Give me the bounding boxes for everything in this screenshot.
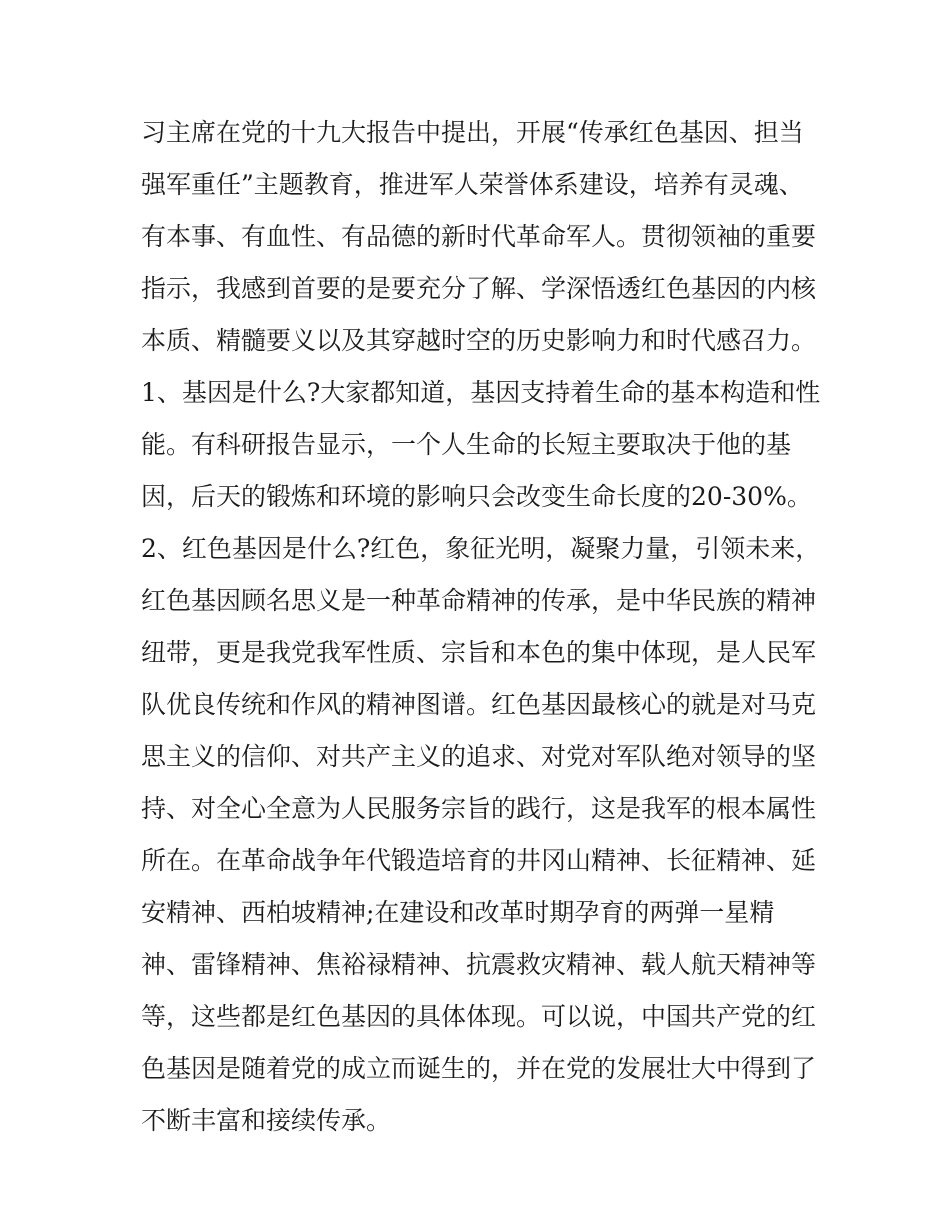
text-line: 本质、精髓要义以及其穿越时空的历史影响力和时代感召力。 xyxy=(141,326,817,355)
text-line: 安精神、西柏坡精神;在建设和改革时期孕育的两弹一星精 xyxy=(141,898,775,927)
text-line: 因，后天的锻炼和环境的影响只会改变生命长度的20-30%。 xyxy=(141,482,812,511)
text-line: 有本事、有血性、有品德的新时代革命军人。贯彻领袖的重要 xyxy=(141,222,817,251)
body-text xyxy=(141,110,831,1150)
text-line: 强军重任”主题教育，推进军人荣誉体系建设，培养有灵魂、 xyxy=(141,170,804,199)
text-line: 纽带，更是我党我军性质、宗旨和本色的集中体现，是人民军 xyxy=(141,638,817,667)
text-line: 神、雷锋精神、焦裕禄精神、抗震救灾精神、载人航天精神等 xyxy=(141,950,817,979)
text-line: 指示，我感到首要的是要充分了解、学深悟透红色基因的内核 xyxy=(141,274,817,303)
text-line: 不断丰富和接续传承。 xyxy=(141,1106,392,1135)
text-line: 2、红色基因是什么?红色，象征光明，凝聚力量，引领未来， xyxy=(141,534,821,563)
text-line: 所在。在革命战争年代锻造培育的井冈山精神、长征精神、延 xyxy=(141,846,817,875)
text-line: 红色基因顾名思义是一种革命精神的传承，是中华民族的精神 xyxy=(141,586,817,615)
text-line: 思主义的信仰、对共产主义的追求、对党对军队绝对领导的坚 xyxy=(141,742,817,771)
text-line: 色基因是随着党的成立而诞生的，并在党的发展壮大中得到了 xyxy=(141,1054,817,1083)
text-line: 持、对全心全意为人民服务宗旨的践行，这是我军的根本属性 xyxy=(141,794,817,823)
text-line: 等，这些都是红色基因的具体体现。可以说，中国共产党的红 xyxy=(141,1002,817,1031)
text-line: 习主席在党的十九大报告中提出，开展“传承红色基因、担当 xyxy=(141,118,804,147)
text-line: 1、基因是什么?大家都知道，基因支持着生命的基本构造和性 xyxy=(141,378,821,407)
text-line: 能。有科研报告显示，一个人生命的长短主要取决于他的基 xyxy=(141,430,792,459)
text-line: 队优良传统和作风的精神图谱。红色基因最核心的就是对马克 xyxy=(141,690,817,719)
